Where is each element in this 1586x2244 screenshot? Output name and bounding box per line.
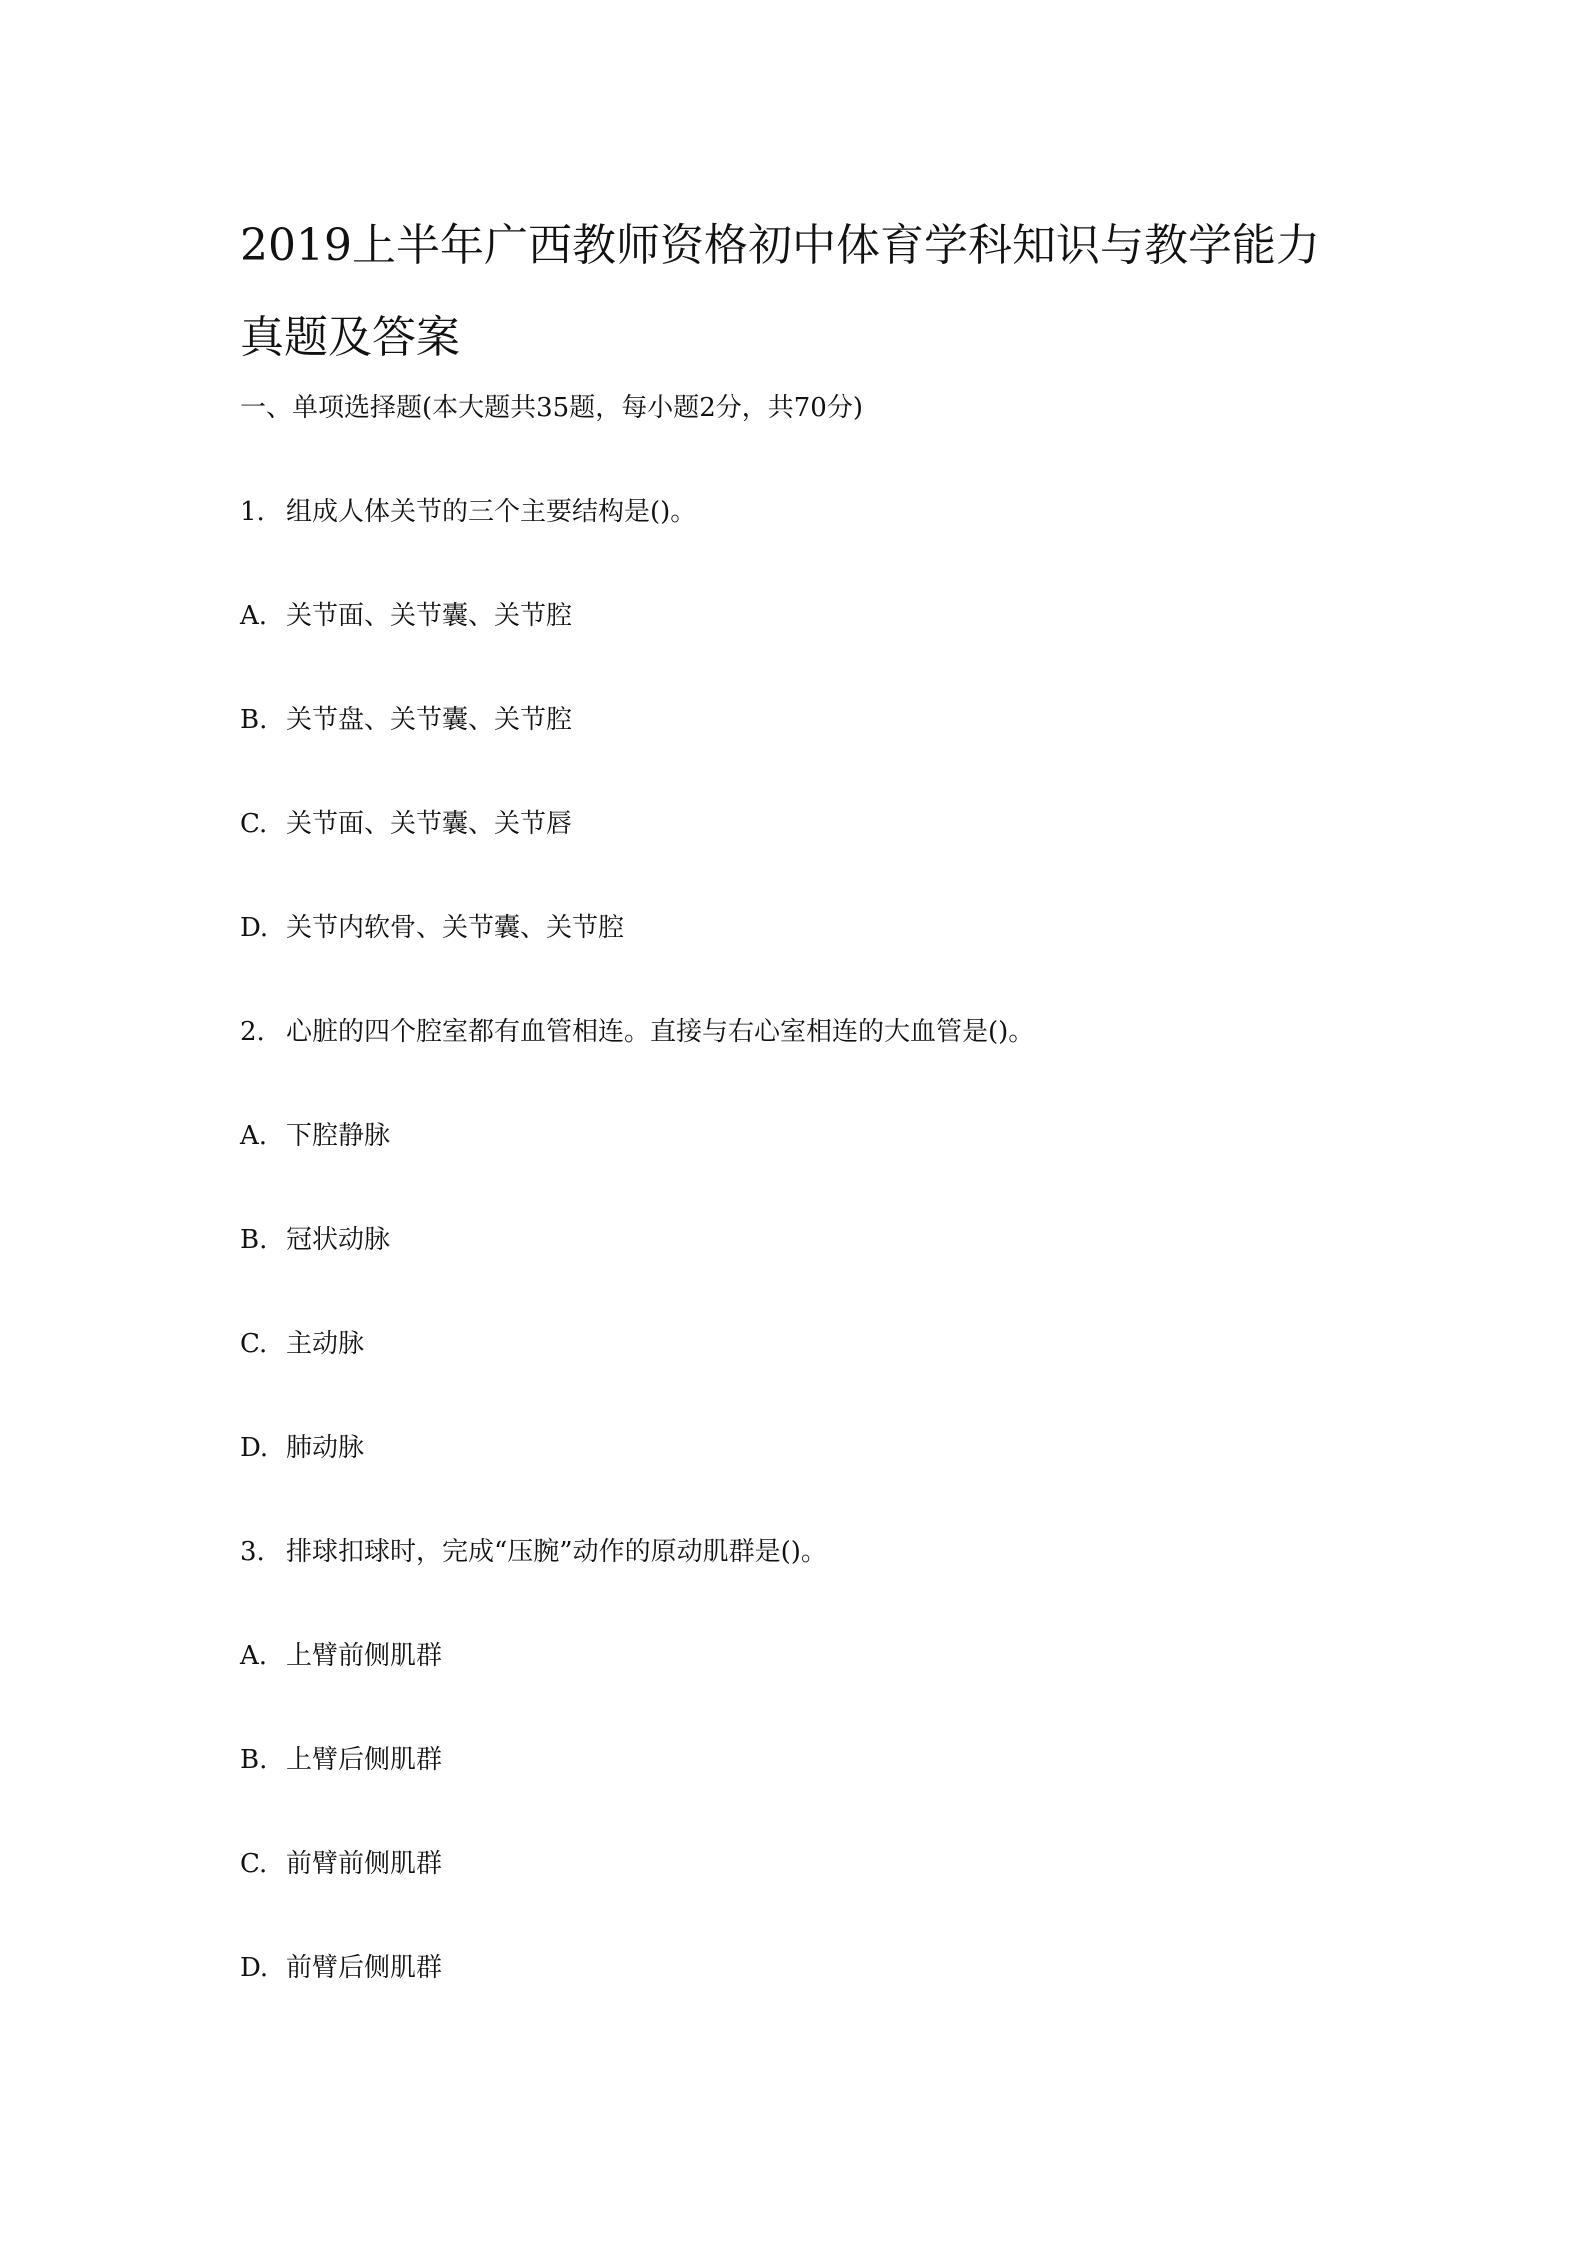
question-3: [240, 1532, 827, 1572]
option-label: A.: [240, 1121, 268, 1151]
question-text: 心脏的四个腔室都有血管相连。直接与右心室相连的大血管是()。: [286, 1017, 1035, 1047]
option-text: 前臂后侧肌群: [286, 1953, 443, 1983]
question-1-option-d: [240, 908, 624, 948]
option-text: 上臂后侧肌群: [286, 1745, 443, 1775]
option-text: 主动脉: [286, 1329, 365, 1359]
option-label: A.: [240, 601, 268, 631]
option-text: 冠状动脉: [286, 1225, 391, 1255]
option-text: 关节面、关节囊、关节腔: [286, 601, 573, 631]
option-text: 关节内软骨、关节囊、关节腔: [286, 913, 625, 943]
question-2-option-d: [240, 1428, 364, 1468]
question-2-option-a: [240, 1116, 390, 1156]
question-number: 3.: [240, 1537, 265, 1567]
document-title: 2019上半年广西教师资格初中体育学科知识与教学能力真题及答案: [240, 220, 1320, 363]
option-label: D.: [240, 1953, 269, 1983]
option-label: D.: [240, 913, 269, 943]
option-label: C.: [240, 1849, 268, 1879]
option-label: B.: [240, 1745, 268, 1775]
question-1-option-b: [240, 700, 572, 740]
option-text: 上臂前侧肌群: [286, 1641, 443, 1671]
option-label: A.: [240, 1641, 268, 1671]
question-text: 组成人体关节的三个主要结构是()。: [286, 497, 697, 527]
option-text: 下腔静脉: [286, 1121, 391, 1151]
question-3-option-a: [240, 1636, 442, 1676]
option-label: C.: [240, 1329, 268, 1359]
question-3-option-b: [240, 1740, 442, 1780]
option-text: 肺动脉: [286, 1433, 365, 1463]
option-label: C.: [240, 809, 268, 839]
option-label: B.: [240, 1225, 268, 1255]
question-text: 排球扣球时，完成“压腕”动作的原动肌群是()。: [286, 1537, 827, 1567]
question-1-option-a: [240, 596, 572, 636]
option-text: 关节盘、关节囊、关节腔: [286, 705, 573, 735]
option-label: B.: [240, 705, 268, 735]
question-2-option-b: [240, 1220, 390, 1260]
question-number: 2.: [240, 1017, 265, 1047]
question-1-option-c: [240, 804, 572, 844]
question-3-option-c: [240, 1844, 442, 1884]
question-3-option-d: [240, 1948, 442, 1988]
section-heading: 一、单项选择题(本大题共35题，每小题2分，共70分): [240, 393, 863, 423]
question-number: 1.: [240, 497, 265, 527]
question-2-option-c: [240, 1324, 364, 1364]
option-text: 前臂前侧肌群: [286, 1849, 443, 1879]
option-text: 关节面、关节囊、关节唇: [286, 809, 573, 839]
question-1: [240, 492, 696, 532]
question-2: [240, 1012, 1034, 1052]
option-label: D.: [240, 1433, 269, 1463]
